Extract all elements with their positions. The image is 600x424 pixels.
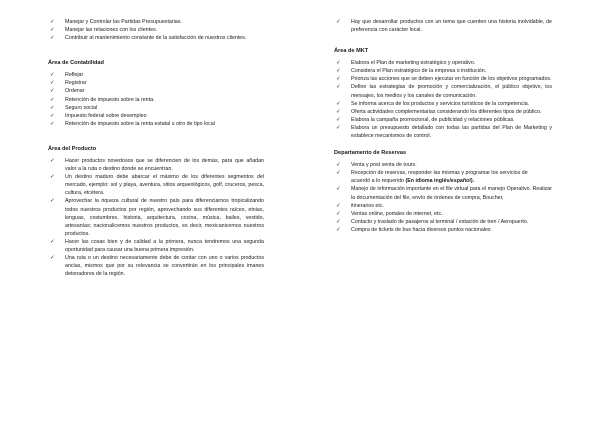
section-producto (48, 146, 264, 278)
checkmark-icon: ✓ (336, 60, 341, 67)
list-item: ✓ Un destino maduro debe abarcar el máximo de los diferentes segmentos del mercado, ejemplo: sol y playa, aventura, sitios arqueológicos, golf, cruceros, pesca, cultura, etcétera. (50, 174, 264, 197)
checkmark-icon: ✓ (336, 116, 341, 123)
checkmark-icon: ✓ (336, 226, 341, 233)
list-item: ✓ Registrar (50, 80, 87, 87)
checkmark-icon: ✓ (336, 124, 341, 131)
checkmark-icon: ✓ (50, 19, 55, 25)
section-heading: Área del Producto (48, 145, 97, 152)
checkmark-icon: ✓ (50, 112, 55, 119)
list-item: ✓ Ordenar (50, 88, 85, 95)
checkmark-icon: ✓ (50, 238, 55, 245)
list-item: ✓ Una ruta o un destino necesariamente debe de contar con uno o varios productos anclas, mismos que por su relevancia se convertirán en los principales imanes detonadores de la región. (50, 255, 264, 278)
checkmark-icon: ✓ (336, 218, 341, 225)
list-item: ✓ Oferta actividades complementarias considerando los diferentes tipos de público. (336, 108, 542, 115)
section-heading: Área de MKT (334, 48, 369, 55)
checkmark-icon: ✓ (50, 174, 55, 181)
checkmark-icon: ✓ (50, 255, 55, 262)
list-item: ✓ Manejar y Controlar las Partidas Presupuestarias. (50, 19, 182, 25)
mkt-list (334, 59, 552, 140)
checkmark-icon: ✓ (50, 27, 55, 34)
list-item: ✓ Reflejar (50, 72, 84, 79)
list-item: ✓ itinerarios etc. (336, 202, 384, 209)
list-item: acuerdó a lo requerido (En idioma inglés/español). (351, 178, 475, 185)
list-item: ✓ Seguro social (50, 104, 98, 111)
list-item: ✓ Prioriza las acciones que se deben ejecutar en función de los objetivos programados. (336, 76, 552, 83)
section-mkt (334, 48, 552, 140)
list-item: ✓ Considera el Plan estratégico de la empresa o institución. (336, 68, 487, 75)
list-item: ✓ Hacer las cosas bien y de calidad a la primera, nunca tendremos una segunda oportunidad para causar una buena primera impresión. (50, 238, 264, 253)
checkmark-icon: ✓ (50, 198, 55, 205)
list-item: ✓ Contribuir al mantenimiento constante de la satisfacción de nuestros clientes. (50, 35, 247, 42)
list-item: ✓ Contacto y traslado de pasajeros al terminal / estación de tren / Aeropuerto. (336, 218, 529, 225)
contabilidad-list (48, 71, 264, 128)
section-reservas (334, 150, 552, 234)
section-heading: Departamento de Reservas (334, 150, 407, 157)
checkmark-icon: ✓ (50, 120, 55, 127)
checkmark-icon: ✓ (50, 104, 55, 111)
list-item: ✓ Impuesto federal sobre desempleo (50, 112, 147, 119)
list-item: ✓ Elabora el Plan de marketing estratégico y operativo. (336, 60, 476, 67)
list-item: ✓ Aprovechar la riqueza cultural de nuestro país para diferenciarnos tropicalizando todos nuestros productos por región, aprovechando sus diferentes raíces, etnias, lenguas, costumbres, historia, arquitectura, cocina, música, bailes, vestido, artesanías; nacionalicemos nuestros productos, es decir, mexicanicemos nuestros productos. (50, 198, 264, 237)
reservas-list (334, 161, 552, 234)
left-column (48, 18, 264, 278)
list-item: ✓ Recepción de reservas, responder las mismas y programar los servicios de (336, 170, 528, 177)
checkmark-icon: ✓ (336, 186, 341, 193)
checkmark-icon: ✓ (50, 72, 55, 79)
list-item: ✓ Elabora la campaña promocional, de publicidad y relaciones públicas. (336, 116, 515, 123)
list-item: ✓ Ventas online, portales de internet, etc. (336, 210, 443, 217)
right-column (334, 18, 552, 234)
checkmark-icon: ✓ (336, 84, 341, 91)
checkmark-icon: ✓ (50, 80, 55, 87)
checkmark-icon: ✓ (336, 19, 341, 25)
section-heading: Área de Contabilidad (48, 60, 104, 67)
list-item: ✓ Compra de tickets de bus hacia diversos puntos nacionales (336, 226, 491, 233)
list-item: ✓ Elabora un presupuesto detallado con todas las partidas del Plan de Marketing y establece mecanismos de control. (336, 124, 552, 140)
checkmark-icon: ✓ (50, 157, 55, 164)
right-intro-list (334, 18, 552, 34)
producto-list (48, 157, 264, 278)
list-item: ✓ Se informa acerca de los productos y servicios turísticos de la competencia. (336, 100, 530, 107)
list-item: ✓ Hacer productos novedosos que se diferencien de los demás, para que añadan valor a la ruta o destino donde se encuentran. (50, 157, 264, 173)
checkmark-icon: ✓ (336, 162, 341, 169)
checkmark-icon: ✓ (336, 100, 341, 107)
checkmark-icon: ✓ (50, 96, 55, 103)
checkmark-icon: ✓ (336, 108, 341, 115)
list-item: ✓ Define las estrategias de promoción y comercialización, el público objetivo, los mensajes, los medios y los canales de comunicación. (336, 84, 552, 99)
checkmark-icon: ✓ (336, 170, 341, 177)
checkmark-icon: ✓ (336, 76, 341, 83)
section-contabilidad (48, 60, 264, 128)
list-item: ✓ Venta y post venta de tours. (336, 162, 417, 169)
checkmark-icon: ✓ (50, 88, 55, 95)
list-item: ✓ Retención de impuesto sobre la renta. (50, 96, 155, 103)
checkmark-icon: ✓ (336, 202, 341, 209)
list-item: ✓ Manejar las relaciones con los clientes. (50, 27, 158, 34)
list-item: ✓ Hay que desarrollar productos con un tema que cuenten una historia inolvidable, de preferencia con carácter local. (336, 19, 552, 34)
checkmark-icon: ✓ (50, 35, 55, 42)
left-intro-list (48, 18, 264, 42)
checkmark-icon: ✓ (336, 68, 341, 75)
checkmark-icon: ✓ (336, 210, 341, 217)
list-item: ✓ Retención de impuesto sobre la renta estatal u otro de tipo local (50, 120, 215, 127)
list-item: ✓ Manejo de información importante en el file virtual para el manejo Operativo. Realizar la documentación del file, envío de órdenes de compra, Boucher, (336, 186, 552, 201)
